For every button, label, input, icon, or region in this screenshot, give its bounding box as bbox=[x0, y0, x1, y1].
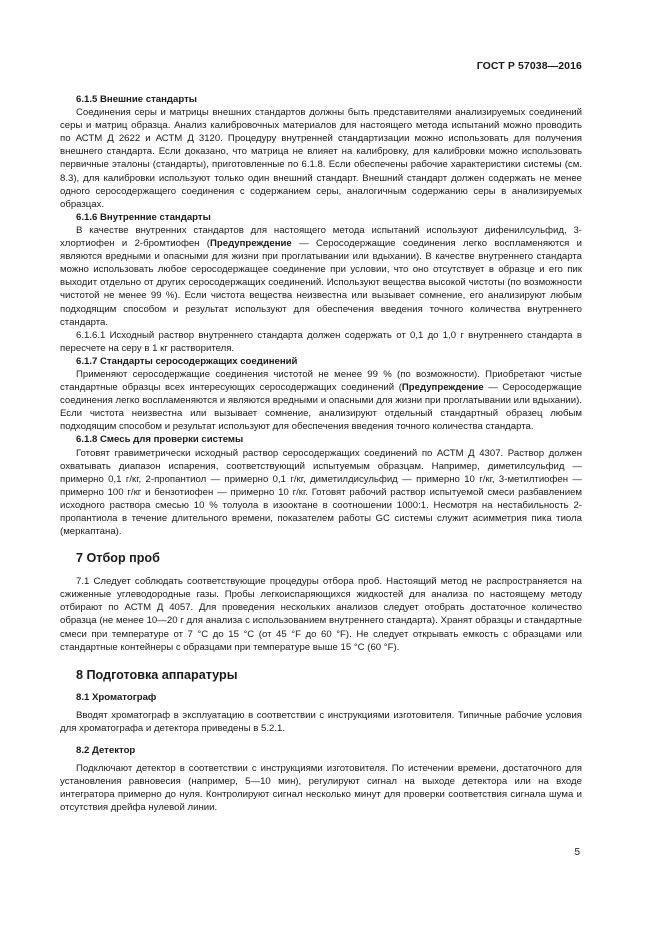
paragraph-6-1-5: Соединения серы и матрицы внешних стандартов должны быть представителями анализируемых соединений серы и матриц образца. Анализ калибровочных материалов для настоящего метода испытаний можно проводить по АСТМ Д 2622 и АСТМ Д 3120. Процедуру внутренней стандартизации можно использовать для получения внешнего стандарта. Если доказано, что матрица не влияет на калибровку, для калибровки можно использовать первичные эталоны (стандарты), приготовленные по 6.1.8. Если обеспечены рабочие характеристики системы (см. 8.3), для калибровки используют только один внешний стандарт. Внешний стандарт должен содержать не менее одного серосодержащего соединения с содержанием серы, аналогичным содержанию серы в анализируемых образцах. bbox=[60, 107, 582, 210]
paragraph-6-1-6-1: 6.1.6.1 Исходный раствор внутреннего стандарта должен содержать от 0,1 до 1,0 г внутреннего стандарта в пересчете на серу в 1 кг растворителя. bbox=[60, 329, 582, 354]
page-number: 5 bbox=[574, 847, 580, 858]
warning-label: Предупреждение bbox=[401, 382, 484, 394]
heading-6-1-7: 6.1.7 Стандарты серосодержащих соединений bbox=[76, 355, 298, 367]
heading-8-1: 8.1 Хроматограф bbox=[76, 691, 157, 703]
heading-6-1-5: 6.1.5 Внешние стандарты bbox=[76, 94, 197, 105]
paragraph-6-1-8: Готовят гравиметрически исходный раствор серосодержащих соединений по АСТМ Д 4307. Раствор должен охватывать диапазон испарения, соответствующий испытуемым образцам. Например, диметилсульфид — примерно 0,1 г/кг, 2-пропантиол — примерно 0,1 г/кг, диметилдисульфид — примерно 10 г/кг, 3-метилтиофен — примерно 100 г/кг и бензотиофен — примерно 10 г/кг. Готовят рабочий раствор испытуемой смеси разбавлением исходного раствора смесью 10 % толуола в изооктане в соотношении 1000:1. Несмотря на нестабильность 2-пропантиола в течение длительного времени, показателем работы GC системы служит асимметрия пика тиола (меркаптана). bbox=[60, 447, 582, 538]
heading-section-8: 8 Подготовка аппаратуры bbox=[76, 667, 238, 682]
paragraph-6-1-6 bbox=[60, 224, 582, 329]
heading-6-1-8: 6.1.8 Смесь для проверки системы bbox=[76, 434, 244, 446]
paragraph-8-1: Вводят хроматограф в эксплуатацию в соответствии с инструкциями изготовителя. Типичные рабочие условия для хроматографа и детектора приведены в 5.2.1. bbox=[60, 709, 582, 734]
standard-number: ГОСТ Р 57038—2016 bbox=[476, 60, 582, 72]
paragraph-6-1-6-text-a: В качестве внутренних стандартов для настоящего метода испытаний используют дифенилсульфид, 3-хлортиофен и 2-бромтиофен ( bbox=[60, 224, 582, 250]
paragraph-6-1-7 bbox=[60, 368, 582, 433]
document-body bbox=[60, 93, 582, 815]
paragraph-6-1-6-text-b: — Серосодержащие соединения легко воспламеняются и являются вредными и опасными для жизни при проглатывании или вдыхании). В качестве внутреннего стандарта можно использовать любое серосодержащее соединение при условии, что оно отсутствует в образце и его пик выходит отдельно от других серосодержащих соединений. Используют вещества высокой чистоты (по возможности чистотой не менее 99 %). Если чистота вещества неизвестна или вызывает сомнение, его анализируют любым подходящим способом и результат используют для обеспечения введения точного количества внутреннего стандарта. bbox=[60, 238, 582, 328]
heading-8-2: 8.2 Детектор bbox=[76, 745, 136, 757]
paragraph-7-1: 7.1 Следует соблюдать соответствующие процедуры отбора проб. Настоящий метод не распространяется на сжиженные углеводородные газы. Пробы легкоиспаряющихся жидкостей для анализа по настоящему методу отбирают по АСТМ Д 4057. Для проведения нескольких анализов следует отобрать достаточное количество образца (не менее 10—20 г для анализа с использованием внутреннего стандарта). Хранят образцы и стандартные смеси при температуре от 7 °C до 15 °C (от 45 °F до 60 °F). Не следует открывать емкость с образцами или стандартные контейнеры с образцами при температуре выше 15 °C (60 °F). bbox=[60, 576, 582, 653]
heading-6-1-6: 6.1.6 Внутренние стандарты bbox=[76, 211, 211, 223]
paragraph-6-1-7-text-a: Применяют серосодержащие соединения чистотой не менее 99 % (по возможности). Приобретают чистые стандартные образцы всех интересующих серосодержащих соединений ( bbox=[60, 368, 582, 394]
heading-section-7: 7 Отбор проб bbox=[76, 551, 160, 566]
paragraph-8-2: Подключают детектор в соответствии с инструкциями изготовителя. По истечении времени, достаточного для установления равновесия (например, 5—10 мин), регулируют сигнал на выходе детектора или на входе интегратора примерно до нуля. Контролируют сигнал несколько минут для проверки соответствия сигнала шума и отсутствия дрейфа нулевой линии. bbox=[60, 763, 582, 814]
paragraph-6-1-7-text-b: — Серосодержащие соединения легко воспламеняются и являются вредными и опасными для жизни при проглатывании или вдыхании). Если чистота неизвестна или вызывает сомнение, анализируют отдельный стандартный образец любым подходящим способом и результат используют для обеспечения введения точного количества стандарта. bbox=[60, 382, 582, 433]
warning-label: Предупреждение bbox=[209, 238, 292, 250]
